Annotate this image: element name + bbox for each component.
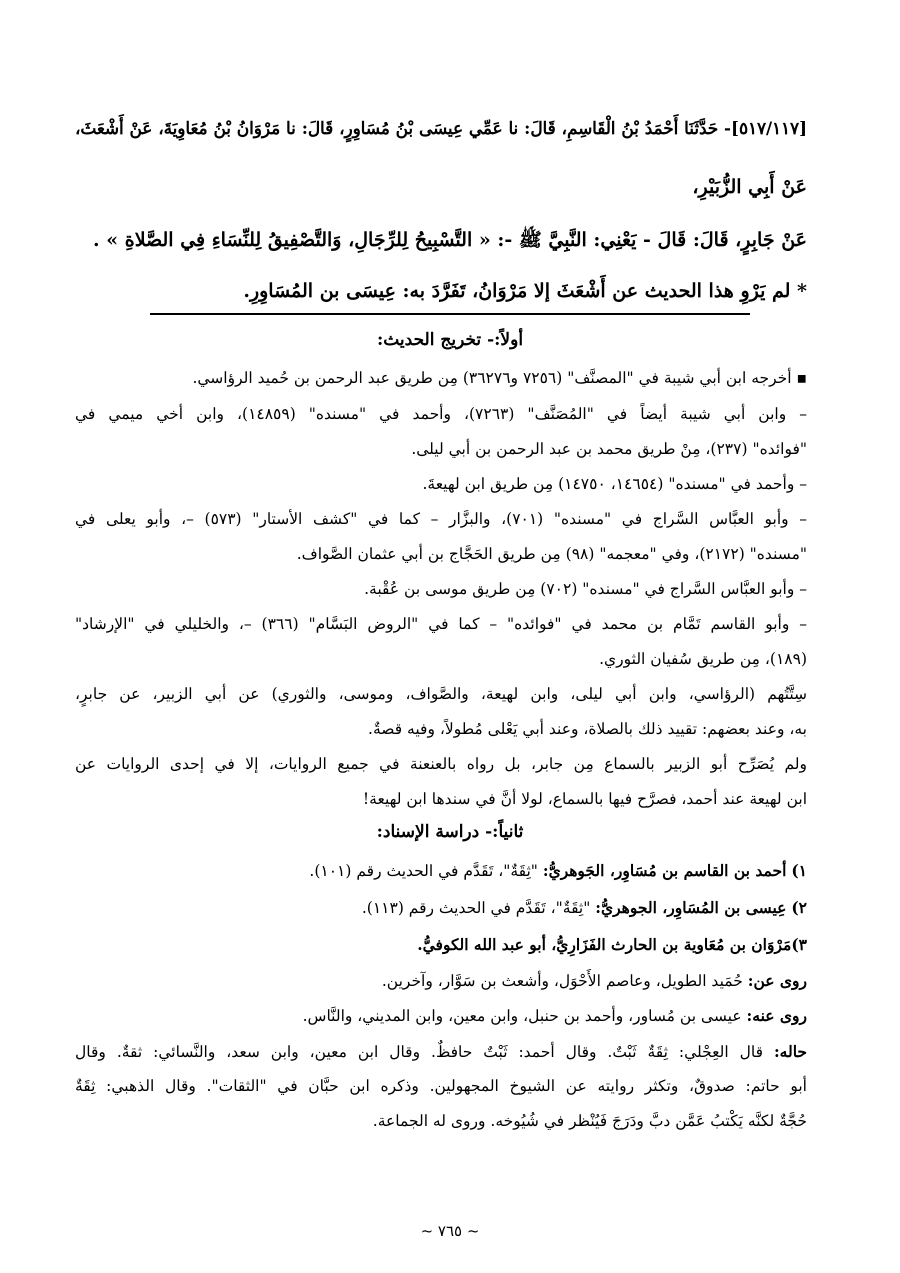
narrator-name: مَرْوَان بن مُعَاوية بن الحارث الفَزَارِيُّ، أبو عبد الله الكوفيُّ. (417, 935, 792, 954)
narrator-number: ٣) (791, 935, 807, 954)
takhrij-summary-line: ابن لهيعة عند أحمد، فصرَّح فيها بالسماع، لولا أنَّ في سندها ابن لهيعة! (362, 790, 807, 808)
section-heading-isnad: ثانياً:- دراسة الإسناد: (376, 822, 524, 842)
page-number: ~ ٧٦٥ ~ (420, 1222, 480, 1240)
hadith-isnad-line-2: عَنْ أَبِي الزُّبَيْرِ، (692, 176, 807, 198)
takhrij-line: – وابن أبي شيبة أيضاً في "المُصَنَّف" (٧٢٦٣)، وأحمد في "مسنده" (١٤٨٥٩)، وابن أخي ميمي في (75, 405, 807, 423)
rawa-an-label: روى عن: (747, 971, 807, 990)
section-heading-takhrij: أولاً:- تخريج الحديث: (376, 330, 524, 350)
hadith-note: * لم يَرْوِ هذا الحديث عن أَشْعَثَ إلا مَرْوَانُ، تَفَرَّدَ به: عِيسَى بن المُسَاوِرِ. (243, 280, 807, 302)
narrator-number: ٢) (791, 898, 807, 917)
hadith-matn: عَنْ جَابِرٍ، قَالَ: قَالَ - يَعْنِي: النَّبِيَّ ﷺ -: « التَّسْبِيحُ لِلرِّجَالِ، وَالتَّصْفِيقُ لِلنِّسَاءِ فِي الصَّلاةِ » . (93, 229, 807, 251)
rawa-anhu-text: عيسى بن مُساور، وأحمد بن حنبل، وابن معين، وابن المديني، والنَّاس. (302, 1007, 747, 1025)
narrator-entry (75, 861, 807, 880)
hal-line (75, 1042, 807, 1061)
hal-label: حاله: (773, 1042, 807, 1061)
rawa-anhu-label: روى عنه: (746, 1006, 807, 1025)
hal-line: أبو حاتم: صدوقٌ، وتكثر روايته عن الشيوخ المجهولين. وذكره ابن حبَّان في "الثقات". وقال الذهبي: ثِقَةٌ (75, 1077, 807, 1095)
rawa-an-text: حُمَيد الطويل، وعاصم الأَحْوَل، وأشعث بن سَوَّار، وآخرين. (381, 972, 748, 990)
narrator-entry (75, 898, 807, 917)
takhrij-summary-line: سِتَّتُهم (الرؤاسي، وابن أبي ليلى، وابن لهيعة، والصَّواف، وموسى، والثوري) عن أبي الزبير، عن جابرٍ، (75, 685, 807, 703)
takhrij-summary-line: ولم يُصَرِّح أبو الزبير بالسماع مِن جابر، بل رواه بالعنعنة في جميع الروايات، إلا في إحدى الروايات عن (75, 755, 807, 773)
separator-line (150, 313, 750, 315)
rawa-anhu-line (75, 1006, 807, 1025)
narrator-grade: "ثِقَةٌ"، تَقَدَّم في الحديث رقم (١٠١). (309, 862, 543, 880)
takhrij-line: "فوائده" (٢٣٧)، مِنْ طريق محمد بن عبد الرحمن بن أبي ليلى. (411, 440, 807, 458)
takhrij-line: (١٨٩)، مِن طريق سُفيان الثوري. (599, 650, 807, 668)
takhrij-line: – وأحمد في "مسنده" (١٤٦٥٤، ١٤٧٥٠) مِن طريق ابن لهيعةَ. (422, 475, 807, 493)
takhrij-line: ▪ أخرجه ابن أبي شيبة في "المصنَّف" (٧٢٥٦ و٣٦٢٧٦) مِن طريق عبد الرحمن بن حُميد الرؤاسي. (192, 369, 807, 387)
takhrij-line: – وأبو القاسم تَمَّام بن محمد في "فوائده" – كما في "الروض البَسَّام" (٣٦٦) –، والخليلي في "الإرشاد" (75, 615, 807, 633)
narrator-name: عِيسى بن المُسَاوِر، الجوهريُّ: (595, 898, 787, 917)
narrator-name: أحمد بن القاسم بن مُسَاوِر، الجَوهريُّ: (542, 861, 787, 880)
takhrij-summary-line: به، وعند بعضهم: تقييد ذلك بالصلاة، وعند أبي يَعْلى مُطولاً، وفيه قصةٌ. (368, 720, 807, 738)
narrator-entry (75, 935, 807, 954)
hadith-isnad-line-1: [٥١٧/١١٧]- حَدَّثَنَا أَحْمَدُ بْنُ الْقَاسِمِ، قَالَ: نا عَمِّي عِيسَى بْنُ مُسَاوِرٍ، قَالَ: نا مَرْوَانُ بْنُ مُعَاوِيَةَ، عَنْ أَشْعَثَ، (75, 118, 807, 138)
hal-line: حُجَّةٌ لكنَّه يَكْتبُ عَمَّن دبَّ ودَرَجَ فَيُنْظر في شُيُوخه. وروى له الجماعة. (372, 1112, 807, 1130)
narrator-grade: "ثِقَةٌ"، تَقَدَّم في الحديث رقم (١١٣). (361, 899, 596, 917)
takhrij-line: – وأبو العبَّاس السَّراج في "مسنده" (٧٠٢) مِن طريق موسى بن عُقْبة. (364, 580, 807, 598)
narrator-number: ١) (791, 861, 807, 880)
takhrij-line: – وأبو العبَّاس السَّراج في "مسنده" (٧٠١)، والبزَّار – كما في "كشف الأستار" (٥٧٣) –، وأبو يعلى في (75, 510, 807, 528)
takhrij-line: "مسنده" (٢١٧٢)، وفي "معجمه" (٩٨) مِن طريق الحَجَّاج بن أبي عثمان الصَّواف. (296, 545, 807, 563)
rawa-an-line (75, 971, 807, 990)
hal-text: قال العِجْلي: ثِقَةٌ ثَبْتٌ. وقال أحمد: ثَبْتٌ حافظٌ. وقال ابن معين، وابن سعد، والنَّسائي: ثقةٌ. وقال (75, 1043, 774, 1061)
